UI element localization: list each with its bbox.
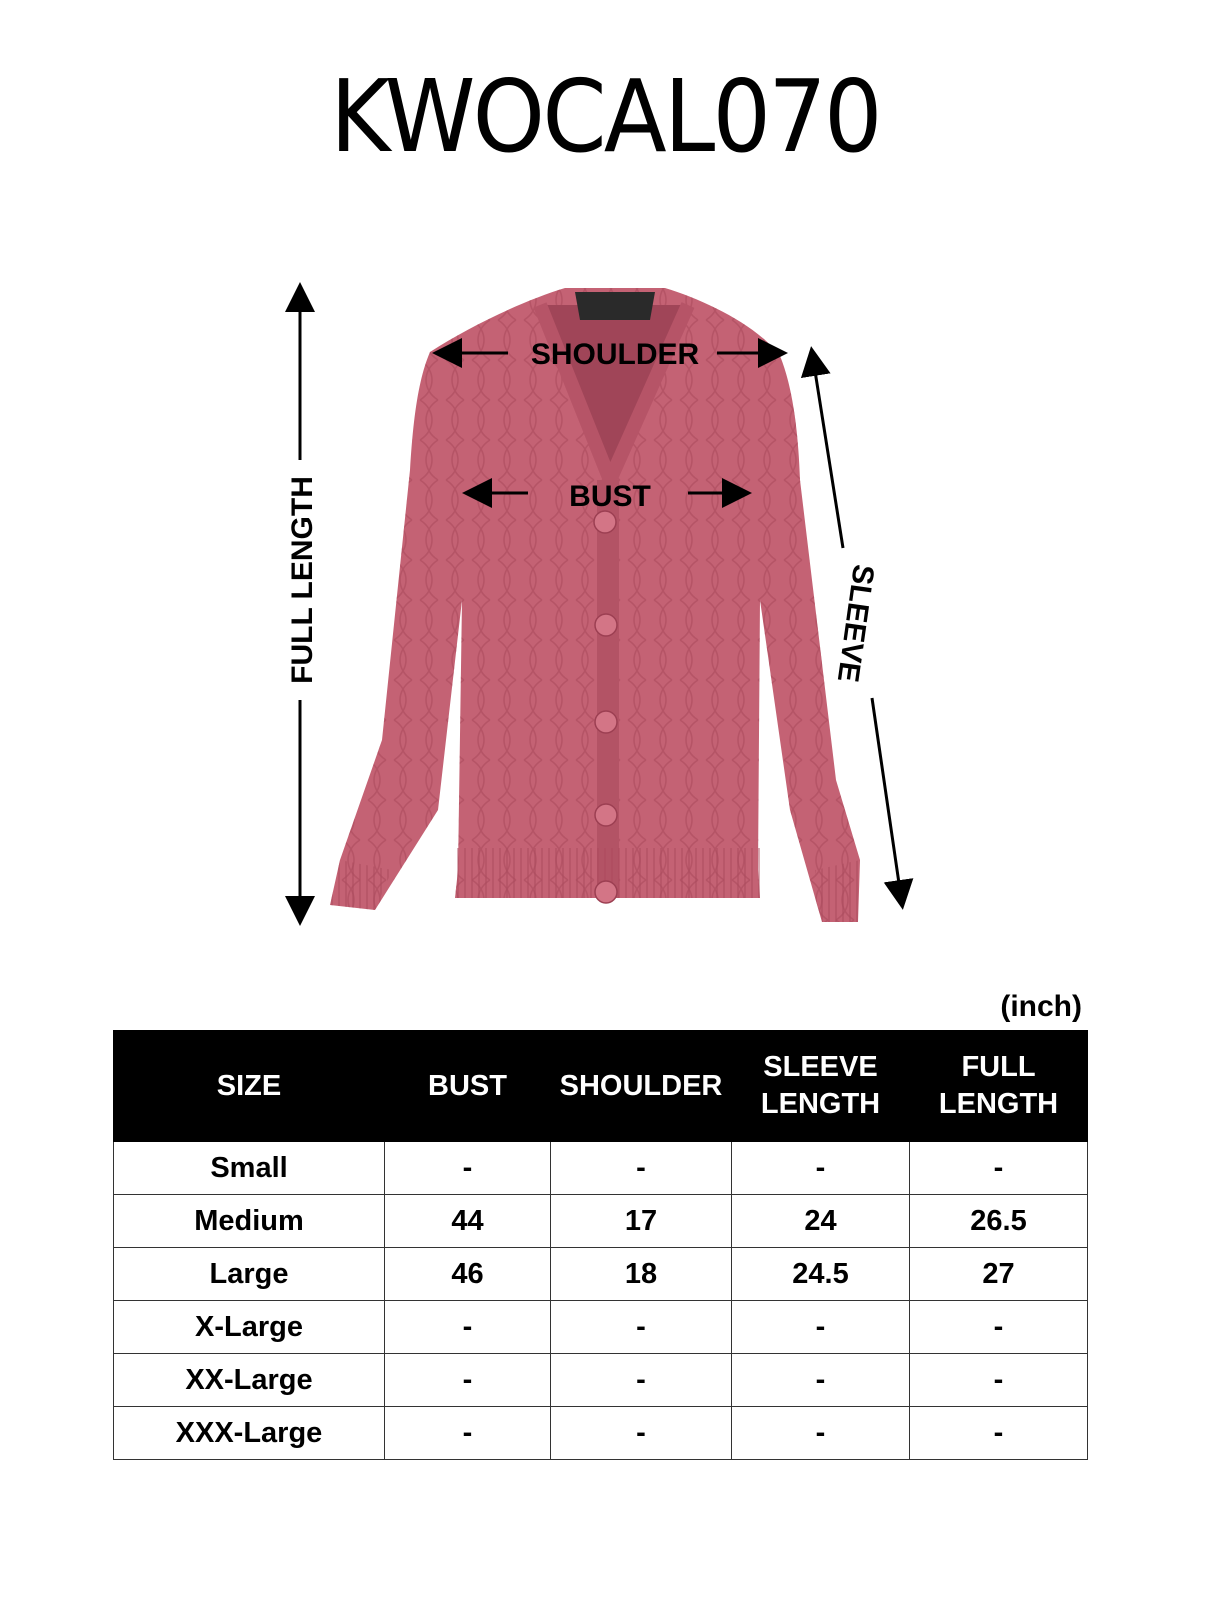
header-bust: BUST bbox=[385, 1031, 551, 1142]
shoulder-cell: - bbox=[551, 1354, 732, 1407]
product-code-title: KWOCAL070 bbox=[330, 58, 880, 175]
sleeve-length-cell: - bbox=[732, 1142, 910, 1195]
bust-cell: - bbox=[385, 1354, 551, 1407]
button bbox=[595, 804, 617, 826]
bust-cell: - bbox=[385, 1407, 551, 1460]
shoulder-cell: 18 bbox=[551, 1248, 732, 1301]
full-length-cell: - bbox=[910, 1142, 1088, 1195]
shoulder-label: SHOULDER bbox=[530, 338, 700, 371]
full-length-cell: - bbox=[910, 1354, 1088, 1407]
size-chart-table bbox=[113, 1030, 1088, 1460]
bust-cell: 46 bbox=[385, 1248, 551, 1301]
bust-cell: 44 bbox=[385, 1195, 551, 1248]
sleeve-label: SLEEVE bbox=[830, 562, 880, 685]
button bbox=[594, 511, 616, 533]
size-cell: XX-Large bbox=[114, 1354, 385, 1407]
unit-label: (inch) bbox=[1000, 990, 1082, 1023]
table-row bbox=[114, 1407, 1088, 1460]
full-length-measurement bbox=[286, 288, 319, 920]
table-header-row bbox=[114, 1031, 1088, 1142]
shoulder-cell: - bbox=[551, 1407, 732, 1460]
full-length-cell: - bbox=[910, 1407, 1088, 1460]
button bbox=[595, 881, 617, 903]
sleeve-length-cell: - bbox=[732, 1301, 910, 1354]
size-cell: X-Large bbox=[114, 1301, 385, 1354]
full-length-label: FULL LENGTH bbox=[286, 476, 319, 684]
header-full-length: FULL LENGTH bbox=[910, 1031, 1088, 1142]
header-size: SIZE bbox=[114, 1031, 385, 1142]
table-row bbox=[114, 1248, 1088, 1301]
size-cell: Large bbox=[114, 1248, 385, 1301]
shoulder-cell: - bbox=[551, 1301, 732, 1354]
neck-label bbox=[575, 292, 655, 320]
full-length-cell: - bbox=[910, 1301, 1088, 1354]
header-sleeve-length: SLEEVE LENGTH bbox=[732, 1031, 910, 1142]
full-length-cell: 26.5 bbox=[910, 1195, 1088, 1248]
table-row bbox=[114, 1301, 1088, 1354]
sleeve-length-cell: 24 bbox=[732, 1195, 910, 1248]
cardigan-illustration bbox=[330, 288, 860, 922]
full-length-cell: 27 bbox=[910, 1248, 1088, 1301]
bust-cell: - bbox=[385, 1301, 551, 1354]
table-row bbox=[114, 1354, 1088, 1407]
table-row bbox=[114, 1142, 1088, 1195]
button bbox=[595, 614, 617, 636]
size-cell: Medium bbox=[114, 1195, 385, 1248]
bust-label: BUST bbox=[569, 480, 651, 513]
shoulder-cell: 17 bbox=[551, 1195, 732, 1248]
size-cell: XXX-Large bbox=[114, 1407, 385, 1460]
table-row bbox=[114, 1195, 1088, 1248]
sleeve-length-cell: - bbox=[732, 1354, 910, 1407]
bust-cell: - bbox=[385, 1142, 551, 1195]
shoulder-cell: - bbox=[551, 1142, 732, 1195]
size-cell: Small bbox=[114, 1142, 385, 1195]
sleeve-length-cell: - bbox=[732, 1407, 910, 1460]
button bbox=[595, 711, 617, 733]
sleeve-length-cell: 24.5 bbox=[732, 1248, 910, 1301]
header-shoulder: SHOULDER bbox=[551, 1031, 732, 1142]
